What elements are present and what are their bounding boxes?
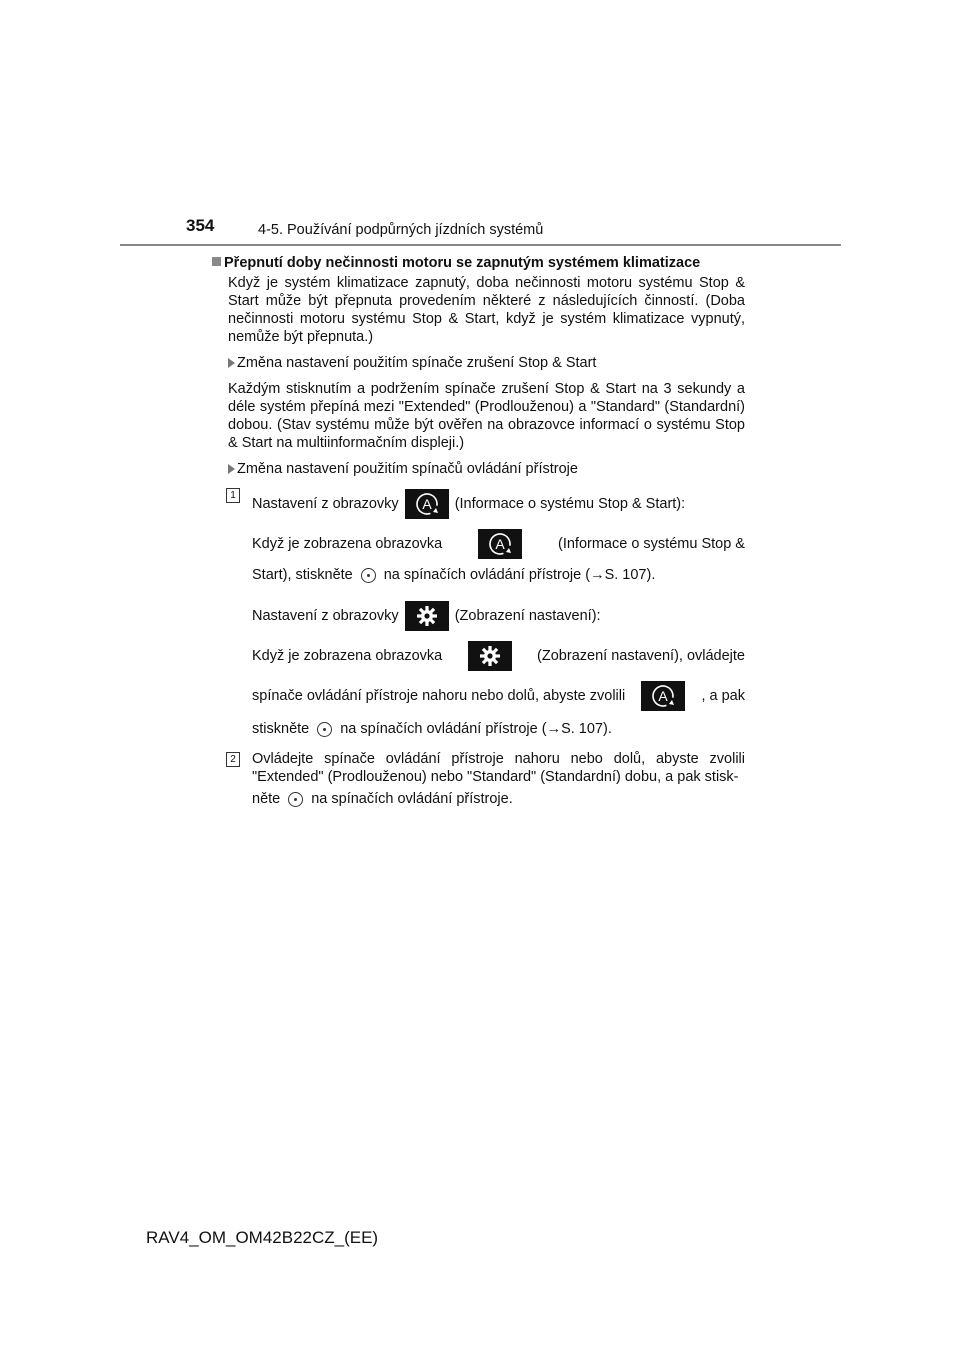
intro-paragraph: Když je systém klimatizace zapnutý, doba nečinnosti motoru systému Stop & Start může být přepnuta provedením některé z následujících činností. (Doba nečinnosti motoru systému Stop & Start, když je systém klimatizace vypnutý, nemůže být přepnuta.) — [228, 275, 745, 345]
stop-start-switch-paragraph: Každým stisknutím a podržením spínače zrušení Stop & Start na 3 sekundy a déle systém přepíná mezi "Extended" (Prodlouženou) a "Standard" (Standardní) dobou. (Stav systému může být ověřen na obrazovce informací o systému Stop & Start na multiinformačním displeji.) — [228, 381, 745, 451]
section-title: 4-5. Používání podpůrných jízdních systémů — [258, 222, 544, 238]
step2-text: Ovládejte spínače ovládání přístroje nahoru nebo dolů, abyste zvolili "Extended" (Prodlouženou) nebo "Standard" (Standardní) dobu, a pak stisk- — [252, 751, 745, 785]
step-number: 1 — [226, 488, 240, 503]
stop-start-icon — [405, 489, 449, 519]
document-code: RAV4_OM_OM42B22CZ_(EE) — [146, 1228, 379, 1247]
step-1 — [230, 486, 745, 740]
ok-button-icon — [288, 792, 303, 807]
ok-button-icon — [361, 568, 376, 583]
main-content — [212, 254, 745, 810]
triangle-bullet-icon — [228, 464, 235, 474]
square-bullet-icon — [212, 257, 221, 266]
subsection-title: Změna nastavení použitím spínače zrušení Stop & Start — [237, 355, 597, 371]
heading-text: Přepnutí doby nečinnosti motoru se zapnutým systémem klimatizace — [224, 255, 701, 271]
triangle-bullet-icon — [228, 358, 235, 368]
page-number: 354 — [186, 216, 215, 235]
step1-line-e: Když je zobrazena obrazovka (Zobrazení nastavení), ovládejte — [252, 638, 745, 674]
ok-button-icon — [317, 722, 332, 737]
step1-line-a: Nastavení z obrazovky (Informace o systému Stop & Start): — [252, 486, 745, 522]
step-2 — [230, 750, 745, 810]
subsection-stop-start-switch — [228, 354, 745, 372]
subsection-title: Změna nastavení použitím spínačů ovládání přístroje — [237, 461, 578, 477]
step1-line-f: spínače ovládání přístroje nahoru nebo dolů, abyste zvolili , a pak — [252, 678, 745, 714]
step1-line-g: stiskněte na spínačích ovládání přístroje (→S. 107). — [252, 721, 612, 737]
step1-line-d: Nastavení z obrazovky (Zobrazení nastavení): — [252, 598, 745, 634]
settings-gear-icon — [405, 601, 449, 631]
section-heading — [212, 254, 745, 272]
step1-line-b: Když je zobrazena obrazovka (Informace o systému Stop & — [252, 526, 745, 562]
stop-start-icon — [641, 681, 685, 711]
step1-line-c: Start), stiskněte na spínačích ovládání přístroje (→S. 107). — [252, 567, 656, 583]
subsection-meter-switches — [228, 460, 745, 478]
settings-gear-icon — [468, 641, 512, 671]
step2-last-line: něte na spínačích ovládání přístroje. — [252, 791, 513, 807]
step-number: 2 — [226, 752, 240, 767]
header-divider — [120, 244, 841, 246]
stop-start-icon — [478, 529, 522, 559]
